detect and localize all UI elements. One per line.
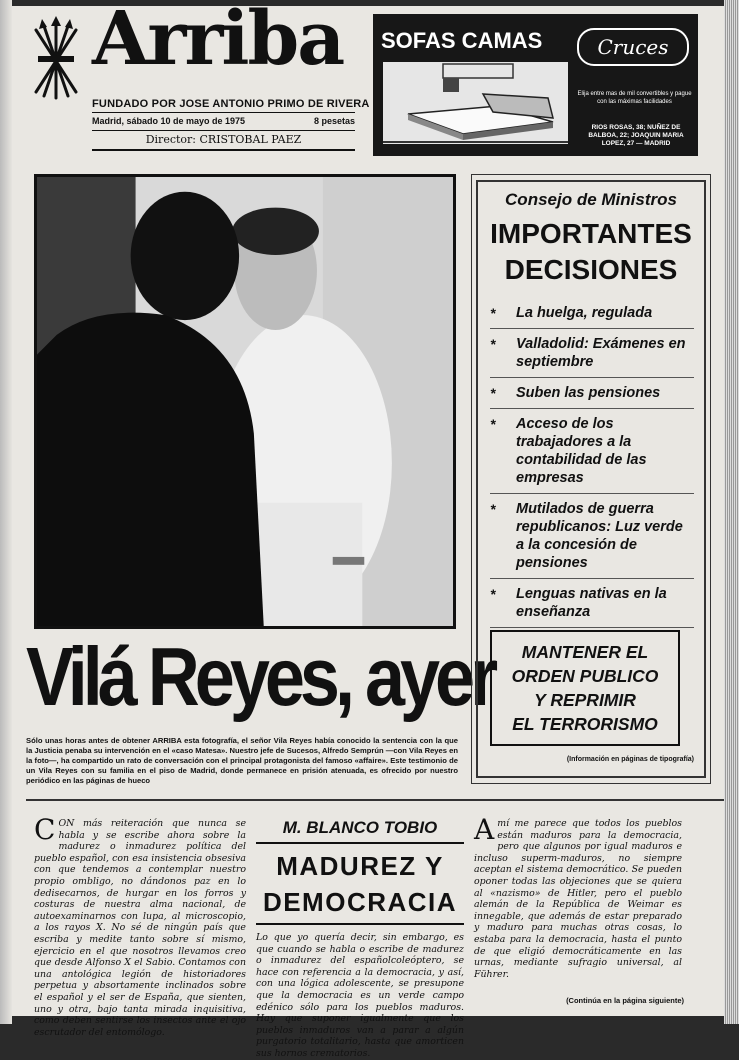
decision-item — [490, 298, 694, 329]
article-column-1 — [34, 813, 246, 1038]
article-column-text: mí me parece que todos los pueblos están maduros para la democracia, pero que algunos por igual maduros e incluso superm-maduros, no siempre aceptan el sistema democrático. Se pueden oponer todas las objeciones que se quiera al «nazismo» de Hitler, pero el pueblo alemán de la República de Weimar es innegable, que además de estar preparado y maduro para muchas otras cosas, lo estaba para la democracia, hasta el punto de que eligió democráticamente en las urnas, mediante sufragio universal, al Führer. — [474, 818, 682, 980]
public-order-line: MANTENER EL — [521, 642, 649, 662]
decision-text: Lenguas nativas en la enseñanza — [516, 586, 667, 620]
decision-text: Suben las pensiones — [516, 385, 661, 401]
bullet-star-icon: * — [490, 416, 496, 432]
lead-photograph — [34, 174, 456, 629]
decision-text: Mutilados de guerra republicanos: Luz verde a la concesión de pensiones — [516, 501, 683, 571]
decision-item — [490, 494, 694, 579]
decision-item — [490, 579, 694, 628]
masthead-rule — [92, 149, 355, 151]
sofa-bed-advertisement — [373, 14, 698, 156]
bullet-star-icon: * — [490, 336, 496, 352]
council-headline — [476, 216, 706, 288]
lead-caption: Sólo unas horas antes de obtener ARRIBA esta fotografía, el señor Vila Reyes había conocido la sentencia con la que la Justicia penaba su intervención en el «caso Matesa». Nuestro jefe de Sucesos, Alfredo Semprún —con Vila Reyes en la foto—, ha compartido un rato de conversación con el principal protagonista del famoso «affaire». Este testimonio de un Vila Reyes con su familia en el piso de Madrid, donde permanece en prisión atenuada, es ofrecido por nuestro periódico en las páginas de hueco — [26, 736, 458, 785]
council-headline-line: IMPORTANTES — [490, 218, 692, 249]
article-title-line: MADUREZ Y — [276, 851, 444, 881]
ad-brand-logo: Cruces — [577, 28, 689, 66]
masthead-rule — [92, 112, 355, 113]
council-info-note: (Información en páginas de tipografía) — [566, 756, 694, 763]
decision-text: Valladolid: Exámenes en septiembre — [516, 336, 686, 370]
lead-headline: Vilá Reyes, ayer — [26, 631, 494, 724]
decision-item — [490, 378, 694, 409]
bullet-star-icon: * — [490, 305, 496, 321]
author-rule — [256, 842, 464, 844]
page-edges-right — [724, 0, 739, 1024]
ad-title: SOFAS CAMAS — [381, 28, 543, 53]
article-column-text: ON más reiteración que nunca se habla y se escribe ahora sobre la madurez o inmadurez política del pueblo español, con esa insistencia obsesiva con que tendemos a contemplar nuestro propio ombligo, no dándonos paz en lo dedisecarnos, de hurgar en los forros y costuras de nuestra alma nacional, de autoexaminarnos con lupa, al microscopio, a los rayos X. No sé de ningún país que escriba y medite tanto sobre sí mismo, ejercicio en el que nosotros llevamos creo que desde Alfonso X el Sabio. Contamos con una antológica legión de historiadores perpetua y absortamente inclinados sobre el español y el ser de España, que sienten, uno y otra, bajo tanta mirada inquisitiva, como deben sentirse los insectos ante el ojo escrutador del entomólogo. — [34, 818, 246, 1038]
issue-price: 8 pesetas — [313, 116, 355, 126]
newspaper-page — [12, 0, 724, 1059]
public-order-line: ORDEN PUBLICO — [511, 666, 659, 686]
masthead-title: Arriba — [92, 0, 344, 82]
decision-item — [490, 409, 694, 494]
page-gutter-left — [0, 0, 12, 1024]
council-headline-line: DECISIONES — [504, 254, 678, 285]
drop-cap: C — [34, 813, 56, 846]
drop-cap: A — [474, 813, 495, 846]
article-column-3 — [474, 813, 682, 980]
title-rule — [256, 923, 464, 925]
article-column-2: Lo que yo quería decir, sin embargo, es que cuando se habla o escribe de madurez o inmadurez del españolcoleóptero, se hace con referencia a la democracia, y así, con una lógica adolescente, se presupone que la democracia es un verde campo edénico sólo para los pueblos maduros. Hay que suponer igualmente que los pueblos inmaduros van a parar a algún purgatorio totalitario, hasta que amorticen sus hornos crematorios. — [256, 932, 464, 1059]
council-decision-list — [490, 298, 694, 628]
public-order-line: EL TERRORISMO — [512, 714, 658, 734]
article-author: M. BLANCO TOBIO — [282, 818, 438, 837]
sofa-bed-illustration — [383, 62, 568, 144]
bullet-star-icon: * — [490, 586, 496, 602]
ad-body-text: Elija entre mas de mil convertibles y pague con las máximas facilidades — [577, 91, 692, 105]
masthead-founded-line: FUNDADO POR JOSE ANTONIO PRIMO DE RIVERA — [92, 98, 370, 110]
decision-item — [490, 329, 694, 378]
continued-note: (Continúa en la página siguiente) — [566, 996, 684, 1005]
ad-addresses: RIOS ROSAS, 38; NUÑEZ DE BALBOA, 22; JOAQUIN MARIA LOPEZ, 27 — MADRID — [588, 124, 684, 147]
public-order-line: Y REPRIMIR — [534, 690, 636, 710]
bullet-star-icon: * — [490, 385, 496, 401]
masthead-dateline — [92, 116, 355, 126]
masthead-director: Director: CRISTOBAL PAEZ — [145, 133, 302, 146]
decision-text: Acceso de los trabajadores a la contabilidad de las empresas — [516, 416, 647, 486]
public-order-box — [490, 630, 680, 746]
article-title-line: DEMOCRACIA — [262, 887, 458, 917]
issue-date: Madrid, sábado 10 de mayo de 1975 — [92, 116, 246, 126]
masthead-rule — [92, 130, 355, 131]
yoke-and-arrows-emblem-icon — [30, 16, 82, 102]
decision-text: La huelga, regulada — [516, 305, 653, 321]
article-title — [256, 848, 464, 920]
bullet-star-icon: * — [490, 501, 496, 517]
council-kicker: Consejo de Ministros — [505, 190, 677, 209]
